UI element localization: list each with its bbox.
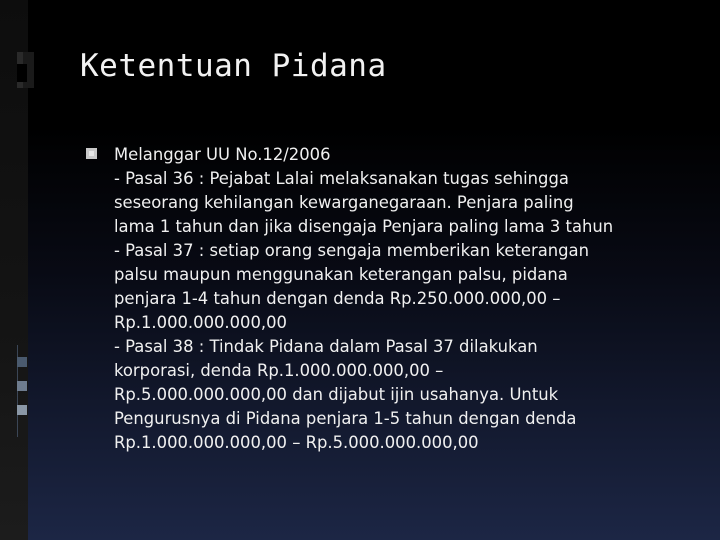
body-line: palsu maupun menggunakan keterangan palsu, pidana bbox=[114, 265, 568, 284]
body-line: penjara 1-4 tahun dengan denda Rp.250.000.000,00 – bbox=[114, 289, 561, 308]
bullet-heading: Melanggar UU No.12/2006 bbox=[114, 145, 331, 164]
body-line: - Pasal 38 : Tindak Pidana dalam Pasal 37 dilakukan bbox=[114, 337, 538, 356]
body-line: Pengurusnya di Pidana penjara 1-5 tahun dengan denda bbox=[114, 409, 577, 428]
body-line: Rp.1.000.000.000,00 bbox=[114, 313, 287, 332]
slide-title: Ketentuan Pidana bbox=[80, 48, 387, 84]
body-line: Rp.5.000.000.000,00 dan dijabut ijin usahanya. Untuk bbox=[114, 385, 559, 404]
title-accent-notch bbox=[17, 64, 27, 82]
bullet-icon bbox=[86, 148, 97, 159]
body-line: lama 1 tahun dan jika disengaja Penjara paling lama 3 tahun bbox=[114, 217, 614, 236]
side-accent-square bbox=[17, 357, 27, 367]
body-line: korporasi, denda Rp.1.000.000.000,00 – bbox=[114, 361, 444, 380]
side-accent-square bbox=[17, 405, 27, 415]
slide-body bbox=[114, 143, 714, 455]
body-line: seseorang kehilangan kewarganegaraan. Penjara paling bbox=[114, 193, 574, 212]
body-line: - Pasal 37 : setiap orang sengaja memberikan keterangan bbox=[114, 241, 589, 260]
body-line: Rp.1.000.000.000,00 – Rp.5.000.000.000,00 bbox=[114, 433, 479, 452]
body-line: - Pasal 36 : Pejabat Lalai melaksanakan tugas sehingga bbox=[114, 169, 569, 188]
side-accent-square bbox=[17, 381, 27, 391]
